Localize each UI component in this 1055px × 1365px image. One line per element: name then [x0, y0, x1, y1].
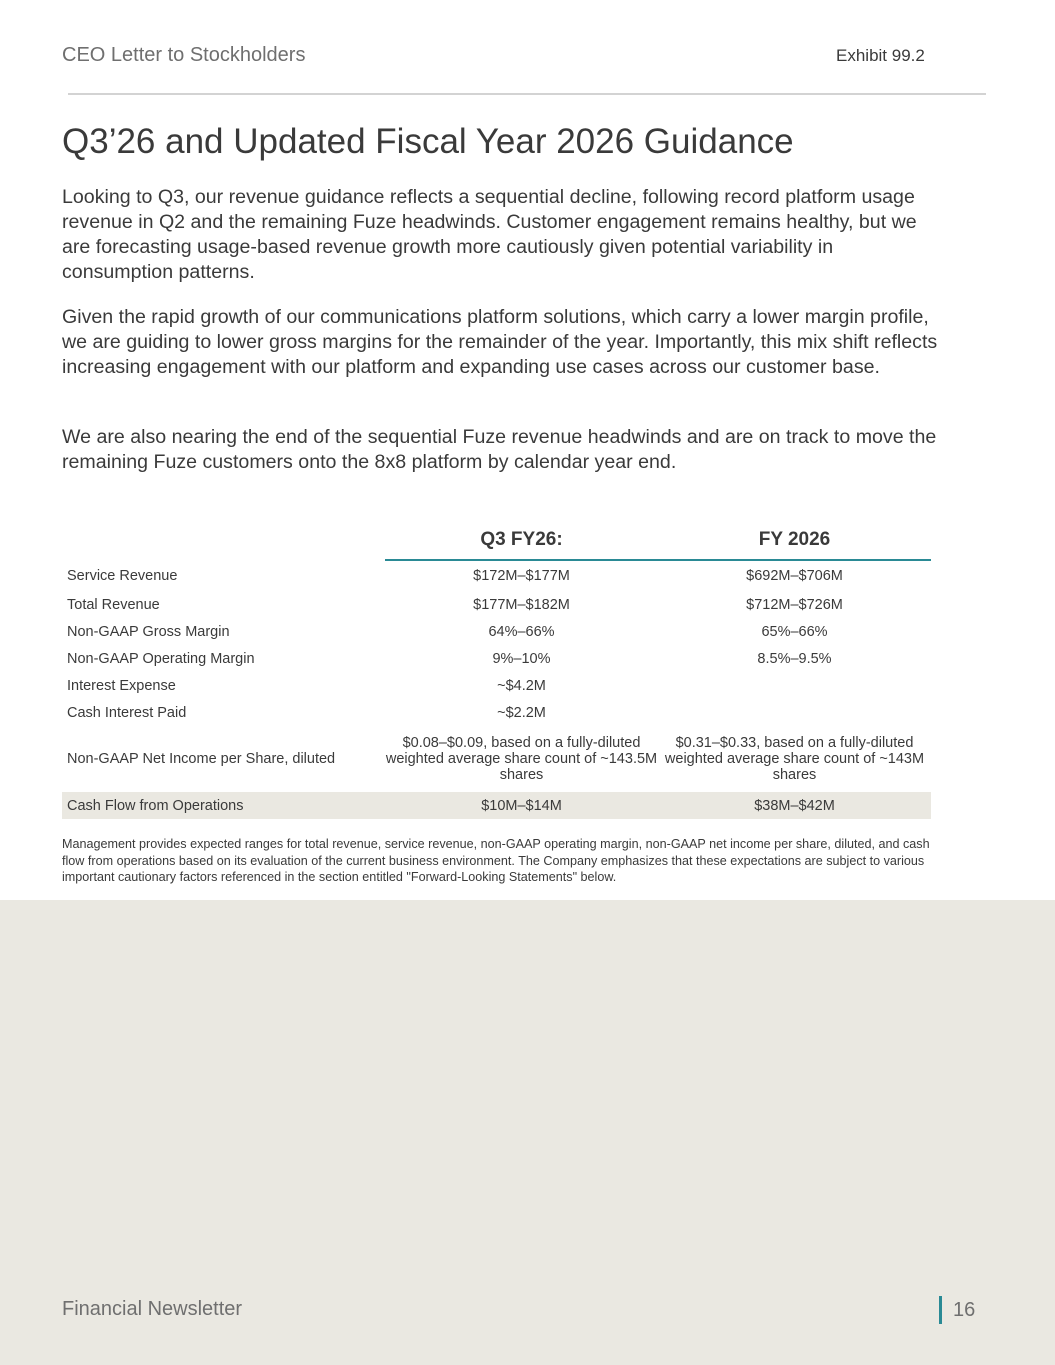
header-section-title: CEO Letter to Stockholders [62, 44, 306, 66]
q3-value: $172M–$177M [473, 568, 570, 584]
q3-value: 64%–66% [488, 623, 555, 640]
row-label: Non-GAAP Net Income per Share, diluted [67, 751, 336, 767]
table-row [62, 560, 931, 591]
fy-value: $38M–$42M [658, 792, 931, 819]
table-row [62, 726, 931, 792]
table-row [62, 699, 931, 726]
paragraph-revenue-outlook: Looking to Q3, our revenue guidance reflects a sequential decline, following record platform usage revenue in Q2 and the remaining Fuze headwinds. Customer engagement remains healthy, but we are forecasting usage-based revenue growth more cautiously given potential variability in consumption patterns. [62, 186, 917, 283]
row-label: Non-GAAP Gross Margin [67, 623, 230, 640]
table-header-row [62, 520, 931, 560]
table-row [62, 618, 931, 645]
row-label: Service Revenue [67, 567, 178, 584]
row-label: Cash Interest Paid [67, 704, 187, 721]
footer-publication-name: Financial Newsletter [62, 1298, 243, 1320]
table-row [62, 645, 931, 672]
footer-accent-bar [939, 1296, 942, 1324]
table-row [62, 591, 931, 618]
table-header-q3: Q3 FY26: [385, 520, 658, 560]
table-row-highlight [62, 792, 931, 819]
row-label: Cash Flow from Operations [62, 792, 385, 819]
row-label: Total Revenue [67, 596, 160, 613]
row-label: Non-GAAP Operating Margin [67, 650, 255, 667]
q3-value: $0.08–$0.09, based on a fully-diluted weighted average share count of ~143.5M shares [385, 735, 658, 783]
q3-value: $177M–$182M [473, 596, 570, 613]
fy-value [658, 672, 931, 699]
fy-value: $0.31–$0.33, based on a fully-diluted weighted average share count of ~143M shares [664, 735, 925, 783]
guidance-table [62, 520, 931, 819]
fy-value: 65%–66% [761, 623, 828, 640]
page-number: 16 [953, 1299, 976, 1321]
table-header-blank [62, 520, 385, 560]
table-header-fy: FY 2026 [658, 520, 931, 560]
paragraph-gross-margin: Given the rapid growth of our communications platform solutions, which carry a lower margin profile, we are guiding to lower gross margins for the remainder of the year. Importantly, this mix shift reflects increasing engagement with our platform and expanding use cases across our customer base. [62, 306, 938, 378]
fy-value: $692M–$706M [746, 568, 843, 584]
paragraph-fuze-migration: We are also nearing the end of the sequential Fuze revenue headwinds and are on track to move the remaining Fuze customers onto the 8x8 platform by calendar year end. [62, 426, 937, 473]
table-row [62, 672, 931, 699]
q3-value: 9%–10% [492, 650, 551, 667]
header-exhibit-label: Exhibit 99.2 [836, 46, 925, 65]
header-divider [68, 93, 986, 95]
q3-value: ~$4.2M [497, 677, 546, 694]
page-title: Q3’26 and Updated Fiscal Year 2026 Guidance [62, 122, 794, 161]
q3-value: $10M–$14M [385, 792, 658, 819]
fy-value: $712M–$726M [746, 596, 843, 613]
fy-value [658, 699, 931, 726]
guidance-footnote: Management provides expected ranges for total revenue, service revenue, non-GAAP operating margin, non-GAAP net income per share, diluted, and cash flow from operations based on its evaluation of the current business environment. The Company emphasizes that these expectations are subject to various important cautionary factors referenced in the section entitled "Forward-Looking Statements" below. [62, 837, 930, 884]
q3-value: ~$2.2M [497, 704, 546, 721]
fy-value: 8.5%–9.5% [757, 650, 832, 667]
row-label: Interest Expense [67, 677, 176, 694]
page-bottom-band [0, 900, 1055, 1365]
